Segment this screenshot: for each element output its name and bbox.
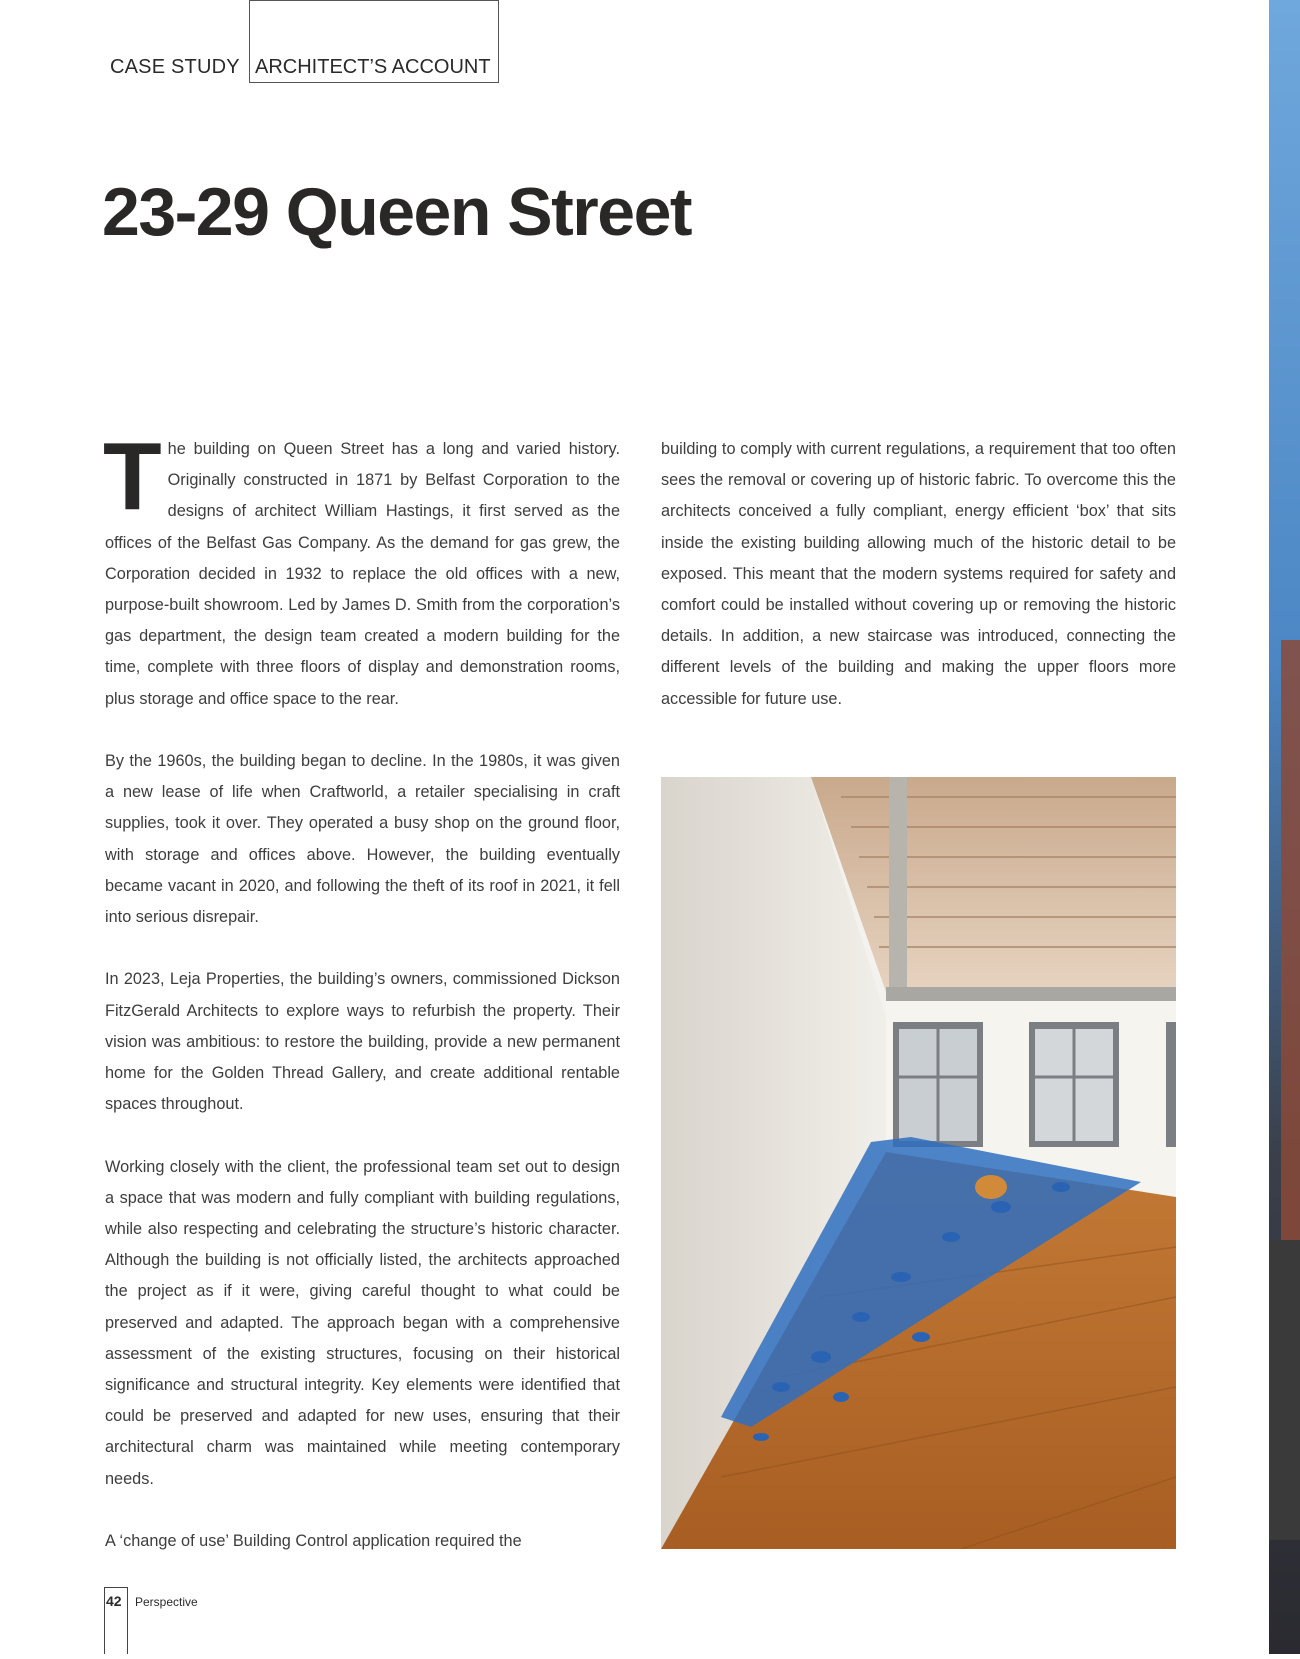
body-paragraph: A ‘change of use’ Building Control application required the [105, 1532, 522, 1551]
gallery-photo-illustration [661, 777, 1176, 1549]
intro-paragraph [103, 423, 620, 715]
right-column [661, 434, 1176, 746]
publication-name: Perspective [135, 1595, 198, 1609]
section-label: CASE STUDY [110, 56, 240, 78]
gallery-interior-photo [661, 777, 1176, 1549]
left-column [103, 423, 620, 1557]
subsection-label: ARCHITECT’S ACCOUNT [255, 56, 491, 78]
adjacent-page-edge [1269, 0, 1300, 1654]
body-paragraph: building to comply with current regulations, a requirement that too often sees the removal or covering up of historic fabric. To overcome this the architects conceived a fully compliant, energy efficient ‘box’ that sits inside the existing building allowing much of the historic detail to be exposed. This meant that the modern systems required for safety and comfort could be installed without covering up or removing the historic details. In addition, a new staircase was introduced, connecting the different levels of the building and making the upper floors more accessible for future use. [661, 440, 1176, 708]
intro-text: he building on Queen Street has a long and varied history. Originally constructed in 1871 by Belfast Corporation to the designs of architect William Hastings, it first served as the offices of the Belfast Gas Company. As the demand for gas grew, the Corporation decided in 1932 to replace the old offices with a new, purpose-built showroom. Led by James D. Smith from the corporation’s gas department, the design team created a modern building for the time, complete with three floors of display and demonstration rooms, plus storage and office space to the rear. [105, 440, 620, 708]
article-title: 23-29 Queen Street [102, 174, 692, 250]
page-number: 42 [106, 1593, 122, 1609]
body-paragraph: In 2023, Leja Properties, the building’s owners, commissioned Dickson FitzGerald Architects to explore ways to refurbish the property. Their vision was ambitious: to restore the building, provide a new permanent home for the Golden Thread Gallery, and create additional rentable spaces throughout. [105, 970, 620, 1114]
body-paragraph: Working closely with the client, the professional team set out to design a space that was modern and fully compliant with building regulations, while also respecting and celebrating the structure’s historic character. Although the building is not officially listed, the architects approached the project as if it were, giving careful thought to what could be preserved and adapted. The approach began with a comprehensive assessment of the existing structures, focusing on their historical significance and structural integrity. Key elements were identified that could be preserved and adapted for new uses, ensuring that their architectural charm was maintained while meeting contemporary needs. [105, 1157, 620, 1488]
body-paragraph: By the 1960s, the building began to decline. In the 1980s, it was given a new lease of life when Craftworld, a retailer specialising in craft supplies, took it over. They operated a busy shop on the ground floor, with storage and offices above. However, the building eventually became vacant in 2020, and following the theft of its roof in 2021, it fell into serious disrepair. [105, 752, 620, 927]
drop-cap: T [103, 423, 162, 530]
